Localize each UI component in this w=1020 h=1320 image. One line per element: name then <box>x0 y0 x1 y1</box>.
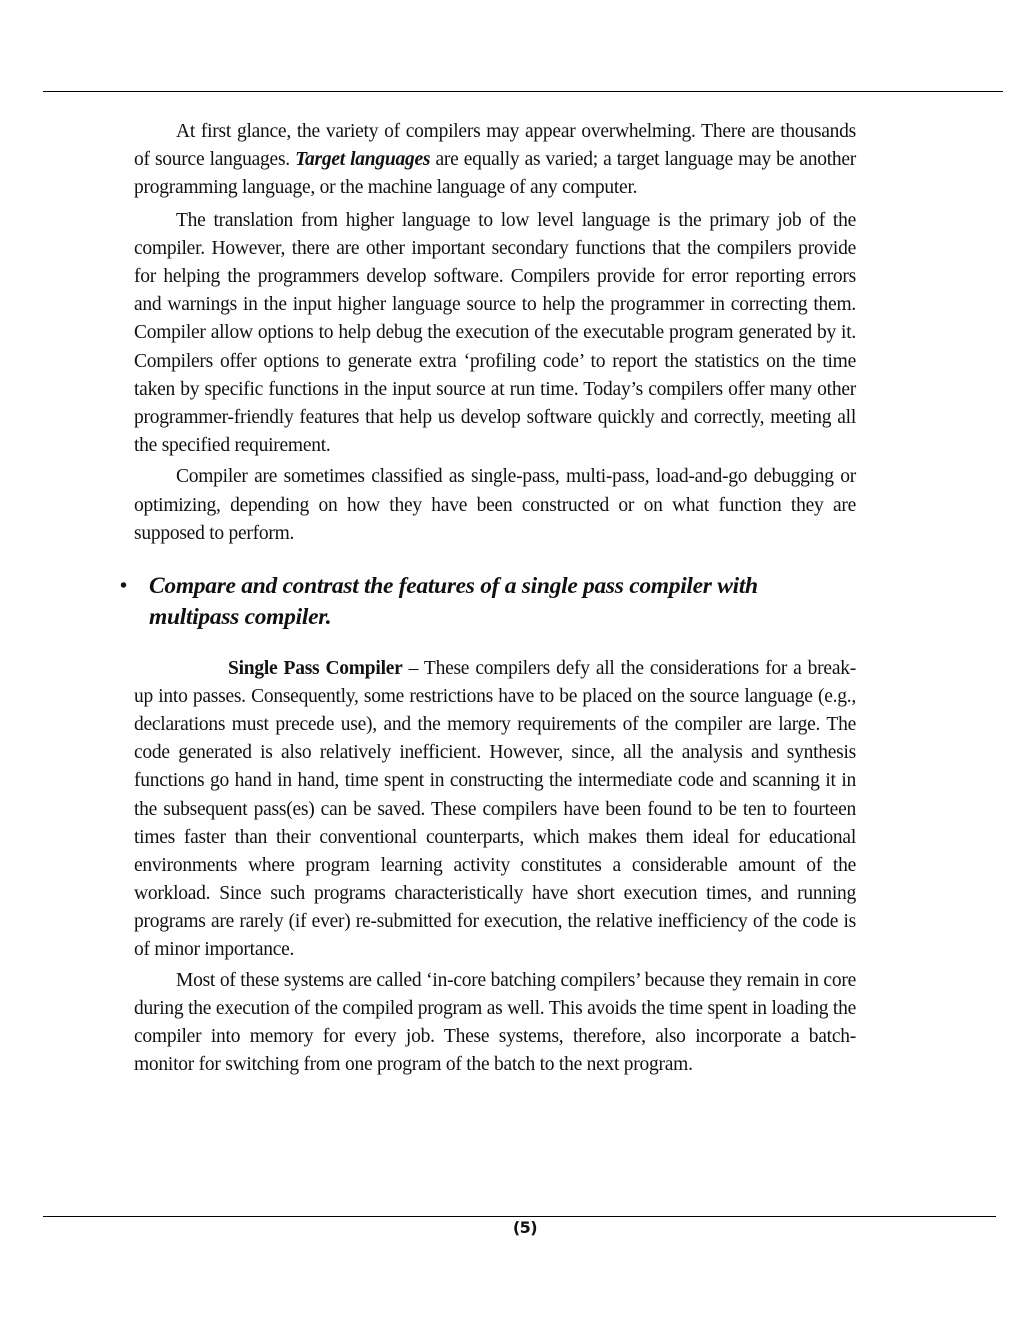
header-rule <box>43 91 1003 92</box>
intro-paragraph-2: The translation from higher language to low level language is the primary job of the compiler. However, there are other important secondary functions that the compilers provide for helping the programmers develop software. Compilers provide for error reporting errors and warnings in the input higher language source to help the programmer in correcting them. Compiler allow options to help debug the execution of the executable program generated by it. Compilers offer options to generate extra ‘profiling code’ to report the statistics on the time taken by specific functions in the input source at run time. Today’s compilers offer many other programmer-friendly features that help us develop software quickly and correctly, meeting all the specified requirement. <box>134 209 856 457</box>
intro-paragraph-3: Compiler are sometimes classified as single-pass, multi-pass, load-and-go debugging or optimizing, depending on how they have been constructed or on what function they are supposed to perform. <box>134 466 856 544</box>
intro-paragraph-1 <box>134 118 856 203</box>
in-core-batching-paragraph: Most of these systems are called ‘in-core batching compilers’ because they remain in core during the execution of the compiled program as well. This avoids the time spent in loading the compiler into memory for every job. These systems, therefore, also incorporate a batch-monitor for switching from one program of the batch to the next program. <box>134 970 856 1076</box>
single-pass-heading: Single Pass Compiler <box>228 658 403 680</box>
footer-rule <box>43 1216 996 1217</box>
single-pass-body: – These compilers defy all the considerations for a break-up into passes. Consequently, some restrictions have to be placed on the source language (e.g., declarations must precede use), and the memory requirements of the compiler are large. The code generated is also relatively inefficient. However, since, all the analysis and synthesis functions go hand in hand, time spent in constructing the intermediate code and scanning it in the subsequent pass(es) can be saved. These compilers have been found to be ten to fourteen times faster than their conventional counterparts, which makes them ideal for educational environments where program learning activity constitutes a considerable amount of the workload. Since such programs characteristically have short execution times, and running programs are rarely (if ever) re-submitted for execution, the relative inefficiency of the code is of minor importance. <box>134 658 856 960</box>
question-heading <box>118 571 840 633</box>
intro-p1-text-before: At first glance, the variety of compilers may appear overwhelming. There are thousands of source languages. <box>134 121 856 171</box>
intro-p1-text-after: are equally as varied; a target language may be another programming language, or the machine language of any computer. <box>134 149 857 199</box>
target-languages-term: Target languages <box>295 149 431 171</box>
single-pass-paragraph <box>134 655 856 964</box>
page-number: (5) <box>512 1218 538 1237</box>
bullet-icon: • <box>120 575 127 598</box>
page-content <box>120 118 857 1079</box>
question-text: Compare and contrast the features of a single pass compiler with multipass compiler. <box>149 573 758 631</box>
